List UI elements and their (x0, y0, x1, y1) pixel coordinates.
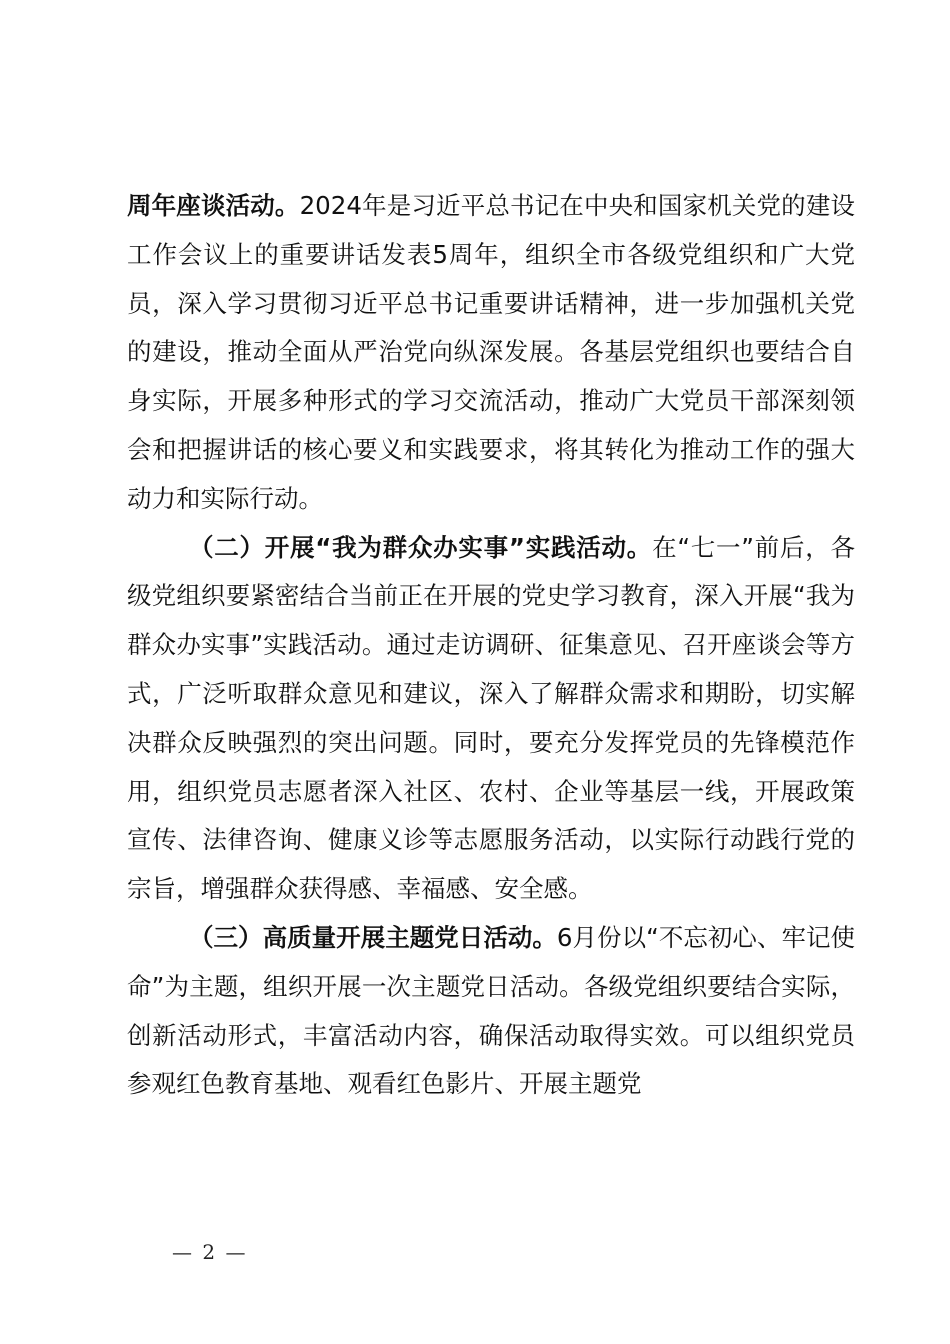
paragraph-section-3 (127, 914, 855, 1109)
page-number: — 2 — (172, 1240, 248, 1264)
section-heading: （二）开展“我为群众办实事”实践活动。 (189, 532, 653, 562)
document-body (127, 182, 855, 1109)
paragraph-text: 2024年是习近平总书记在中央和国家机关党的建设工作会议上的重要讲话发表5周年，组织全市各级党组织和广大党员，深入学习贯彻习近平总书记重要讲话精神，进一步加强机关党的建设，推动全面从严治党向纵深发展。各基层党组织也要结合自身实际，开展多种形式的学习交流活动，推动广大党员干部深刻领会和把握讲话的核心要义和实践要求，将其转化为推动工作的强大动力和实际行动。 (127, 191, 855, 513)
section-heading: （三）高质量开展主题党日活动。 (189, 922, 557, 952)
paragraph-text: 在“七一”前后，各级党组织要紧密结合当前正在开展的党史学习教育，深入开展“我为群众办实事”实践活动。通过走访调研、征集意见、召开座谈会等方式，广泛听取群众意见和建议，深入了解群众需求和期盼，切实解决群众反映强烈的突出问题。同时，要充分发挥党员的先锋模范作用，组织党员志愿者深入社区、农村、企业等基层一线，开展政策宣传、法律咨询、健康义诊等志愿服务活动，以实际行动践行党的宗旨，增强群众获得感、幸福感、安全感。 (127, 532, 855, 904)
paragraph-text: 6月份以“不忘初心、牢记使命”为主题，组织开展一次主题党日活动。各级党组织要结合实际，创新活动形式，丰富活动内容，确保活动取得实效。可以组织党员参观红色教育基地、观看红色影片、开展主题党 (127, 922, 856, 1099)
paragraph-continuation (127, 182, 855, 524)
paragraph-section-2 (127, 524, 855, 914)
paragraph-heading: 周年座谈活动。 (127, 191, 300, 220)
